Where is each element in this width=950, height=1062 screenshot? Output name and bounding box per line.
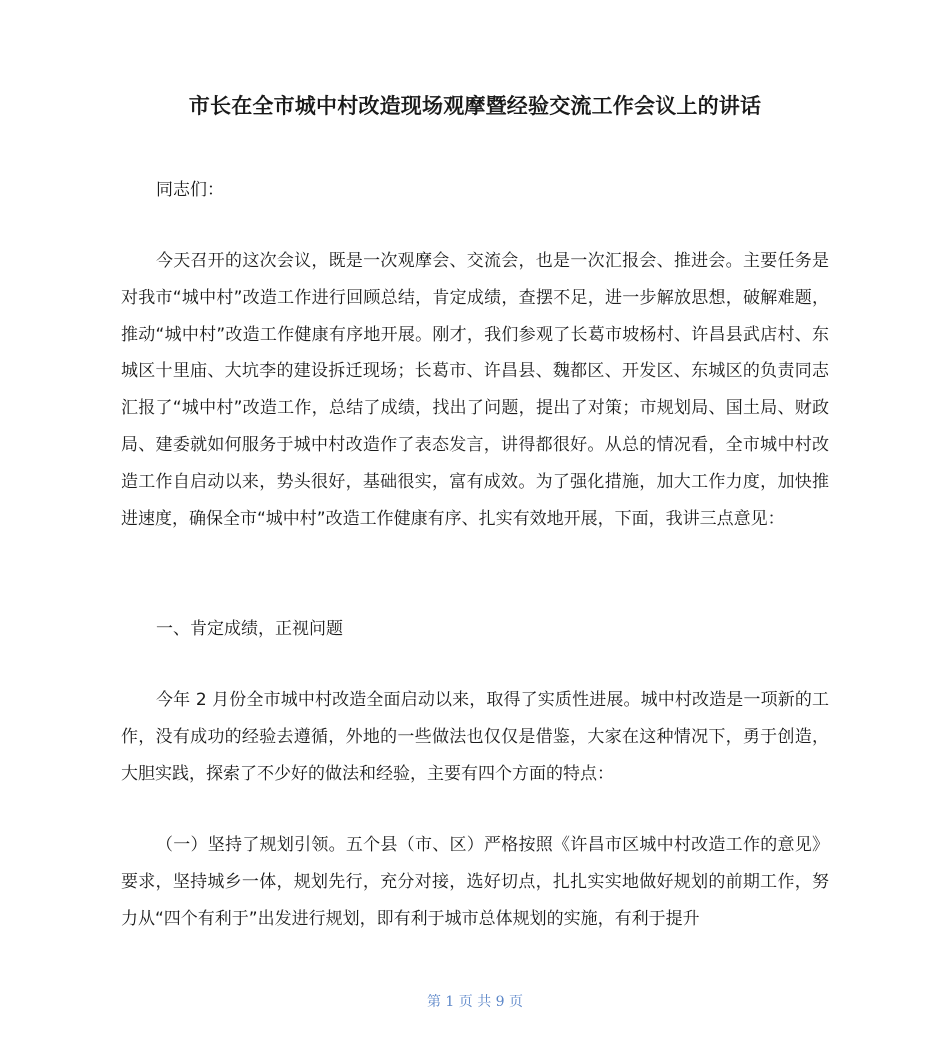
intro-paragraph: 今天召开的这次会议，既是一次观摩会、交流会，也是一次汇报会、推进会。主要任务是对我市“城中村”改造工作进行回顾总结，肯定成绩，查摆不足，进一步解放思想，破解难题，推动“城中村”改造工作健康有序地开展。刚才，我们参观了长葛市坡杨村、许昌县武店村、东城区十里庙、大坑李的建设拆迁现场；长葛市、许昌县、魏都区、开发区、东城区的负责同志汇报了“城中村”改造工作，总结了成绩，找出了问题，提出了对策；市规划局、国土局、财政局、建委就如何服务于城中村改造作了表态发言，讲得都很好。从总的情况看，全市城中村改造工作自启动以来，势头很好，基础很实，富有成效。为了强化措施，加大工作力度，加快推进速度，确保全市“城中村”改造工作健康有序、扎实有效地开展，下面，我讲三点意见： — [121, 251, 829, 529]
greeting-paragraph: 同志们： — [156, 180, 224, 200]
section-heading-1: 一、肯定成绩，正视问题 — [156, 619, 343, 639]
subsection-1-paragraph: （一）坚持了规划引领。五个县（市、区）严格按照《许昌市区城中村改造工作的意见》要求，坚持城乡一体，规划先行，充分对接，选好切点，扎扎实实地做好规划的前期工作，努力从“四个有利于”出发进行规划，即有利于城市总体规划的实施，有利于提升 — [121, 835, 829, 929]
page-number-footer: 第 1 页 共 9 页 — [426, 994, 524, 1010]
section-1-paragraph: 今年 2 月份全市城中村改造全面启动以来，取得了实质性进展。城中村改造是一项新的工作，没有成功的经验去遵循，外地的一些做法也仅仅是借鉴，大家在这种情况下，勇于创造，大胆实践，探索了不少好的做法和经验，主要有四个方面的特点： — [121, 690, 829, 784]
document-title: 市长在全市城中村改造现场观摩暨经验交流工作会议上的讲话 — [188, 94, 762, 118]
